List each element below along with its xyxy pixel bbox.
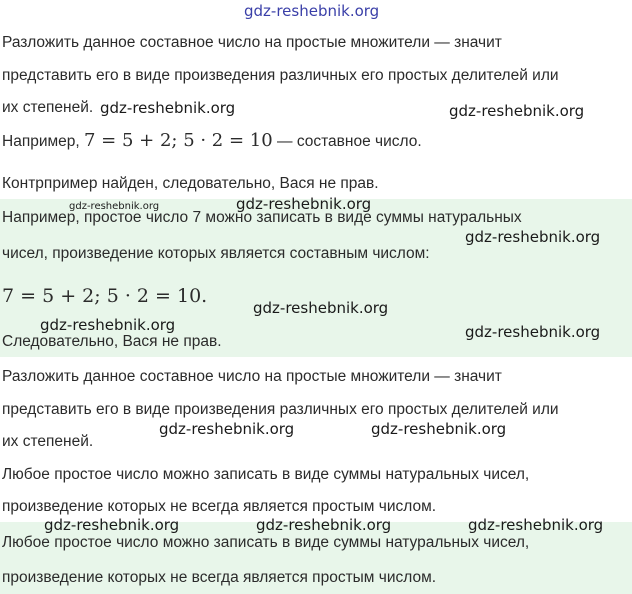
definition-line-1: Разложить данное составное число на простые множители — значит [2, 34, 502, 51]
watermark: gdz-reshebnik.org [449, 102, 585, 120]
definition2-line-3: их степеней. [2, 433, 94, 450]
statement-line-1: Любое простое число можно записать в виде суммы натуральных чисел, [2, 466, 530, 483]
watermark: gdz-reshebnik.org [44, 516, 180, 534]
header-watermark: gdz-reshebnik.org [244, 2, 380, 20]
example-prefix: Например, [2, 133, 84, 150]
watermark: gdz-reshebnik.org [159, 420, 295, 438]
definition-line-3: их степеней. [2, 99, 94, 116]
counterexample-line: Контрпример найден, следовательно, Вася не прав. [2, 175, 379, 192]
answer1-line-2: чисел, произведение которых является составным числом: [2, 245, 430, 262]
watermark: gdz-reshebnik.org [465, 323, 601, 341]
example-suffix: — составное число. [272, 133, 422, 150]
watermark-small: gdz-reshebnik.org [69, 201, 160, 212]
definition-line-2: представить его в виде произведения различных его простых делителей или [2, 67, 559, 84]
answer1-line-3: Следовательно, Вася не прав. [2, 333, 222, 350]
watermark: gdz-reshebnik.org [371, 420, 507, 438]
watermark: gdz-reshebnik.org [468, 516, 604, 534]
example-formula: 7 = 5 + 2; 5 · 2 = 10 [84, 130, 273, 151]
answer1-line-1: Например, простое число 7 можно записать в виде суммы натуральных [2, 209, 522, 226]
answer2-line-2: произведение которых не всегда является простым числом. [2, 569, 437, 586]
example-line [2, 131, 422, 152]
answer1-formula: 7 = 5 + 2; 5 · 2 = 10. [2, 285, 208, 307]
watermark: gdz-reshebnik.org [256, 516, 392, 534]
definition2-line-1: Разложить данное составное число на простые множители — значит [2, 368, 502, 385]
watermark: gdz-reshebnik.org [236, 195, 372, 213]
definition2-line-2: представить его в виде произведения различных его простых делителей или [2, 401, 559, 418]
statement-line-2: произведение которых не всегда является простым числом. [2, 498, 437, 515]
watermark: gdz-reshebnik.org [253, 299, 389, 317]
answer2-line-1: Любое простое число можно записать в виде суммы натуральных чисел, [2, 534, 530, 551]
watermark: gdz-reshebnik.org [100, 99, 236, 117]
watermark: gdz-reshebnik.org [465, 228, 601, 246]
watermark: gdz-reshebnik.org [40, 316, 176, 334]
